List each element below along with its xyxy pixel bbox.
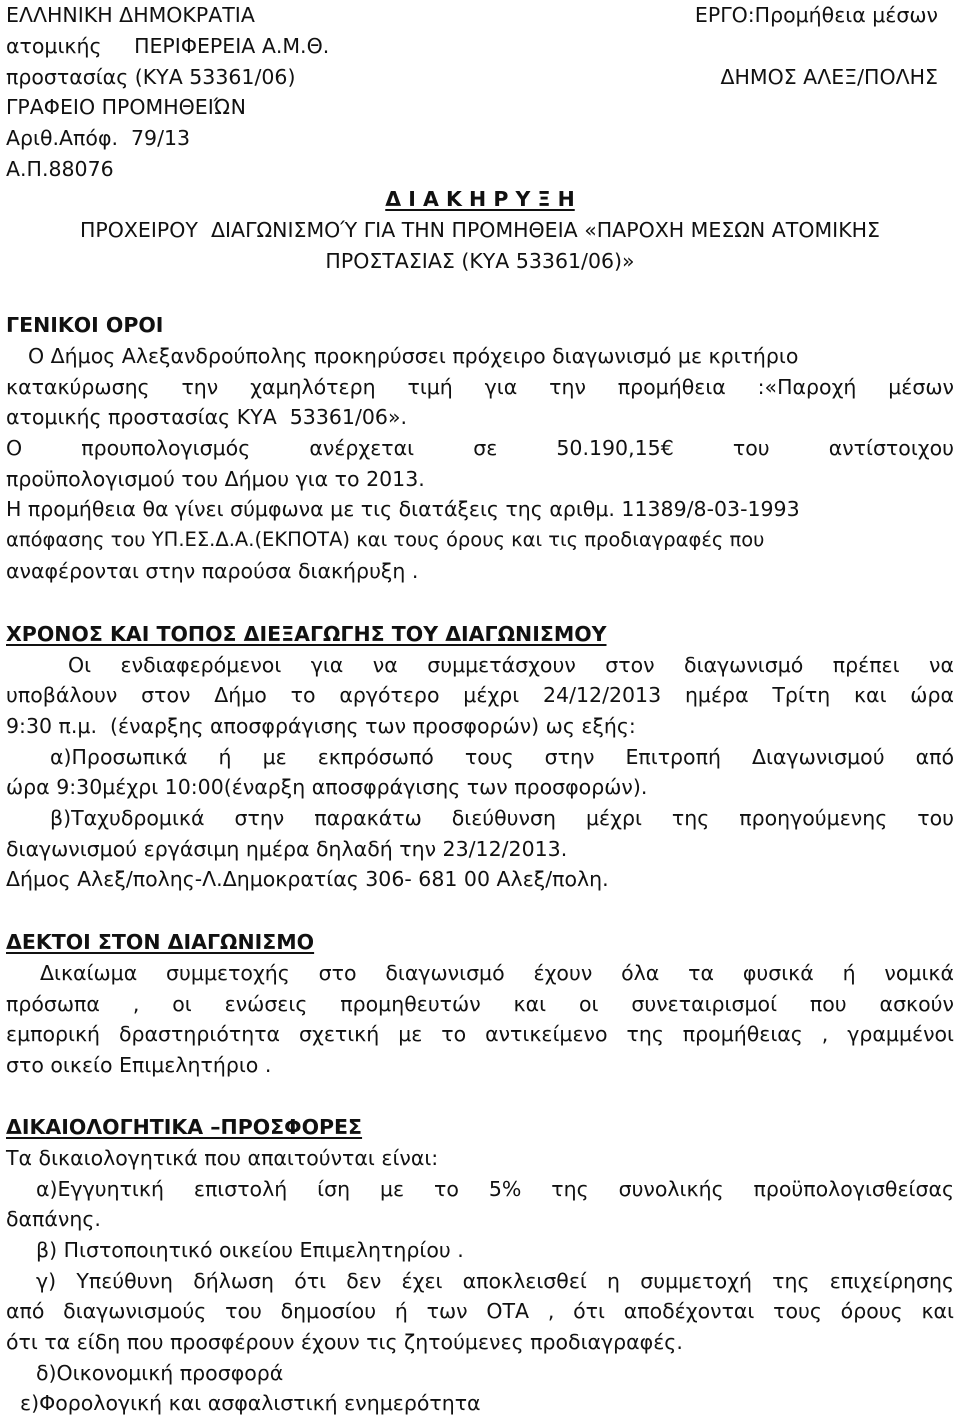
document-subtitle-line-2: ΠΡΟΣΤΑΣΙΑΣ (ΚΥΑ 53361/06)»	[325, 249, 635, 273]
header-left-line-6: Α.Π.88076	[6, 157, 114, 181]
header-left-line-4: ΓΡΑΦΕΙΟ ΠΡΟΜΗΘΕΙΏΝ	[6, 95, 247, 119]
section-heading-general: ΓΕΝΙΚΟΙ ΟΡΟΙ	[6, 313, 164, 337]
time-place-line-4: α)Προσωπικά ή με εκπρόσωπό τους στην Επιτροπή Διαγωνισμού από	[50, 745, 954, 769]
general-line-5: προϋπολογισμού του Δήμου για το 2013.	[6, 467, 425, 491]
document-title: Δ Ι Α Κ Η Ρ Υ Ξ Η	[385, 187, 575, 211]
documents-line-7: ότι τα είδη που προσφέρουν έχουν τις ζητούμενες προδιαγραφές.	[6, 1330, 683, 1354]
general-line-6: Η προμήθεια θα γίνει σύμφωνα με τις διατάξεις της αριθμ. 11389/8-03-1993	[6, 497, 800, 521]
section-heading-eligible: ΔΕΚΤΟΙ ΣΤΟΝ ΔΙΑΓΩΝΙΣΜΟ	[6, 930, 315, 954]
documents-line-9: ε)Φορολογική και ασφαλιστική ενημερότητα	[20, 1391, 481, 1415]
documents-line-4: β) Πιστοποιητικό οικείου Επιμελητηρίου .	[36, 1238, 464, 1262]
documents-line-8: δ)Οικονομική προσφορά	[36, 1361, 284, 1385]
header-right-municipality: ΔΗΜΟΣ ΑΛΕΞ/ΠΟΛΗΣ	[720, 65, 938, 89]
eligible-line-2: πρόσωπα , οι ενώσεις προμηθευτών και οι συνεταιρισμοί που ασκούν	[6, 992, 954, 1016]
section-heading-documents: ΔΙΚΑΙΟΛΟΓΗΤΙΚΑ –ΠΡΟΣΦΟΡΕΣ	[6, 1115, 363, 1139]
time-place-line-1: Οι ενδιαφερόμενοι για να συμμετάσχουν στον διαγωνισμό πρέπει να	[68, 653, 954, 677]
time-place-line-3: 9:30 π.μ. (έναρξης αποσφράγισης των προσφορών) ως εξής:	[6, 714, 636, 738]
header-left-line-5: Αριθ.Απόφ. 79/13	[6, 126, 191, 150]
documents-line-3: δαπάνης.	[6, 1207, 101, 1231]
documents-line-5: γ) Υπεύθυνη δήλωση ότι δεν έχει αποκλεισθεί η συμμετοχή της επιχείρησης	[36, 1269, 954, 1293]
general-line-4: Ο προυπολογισμός ανέρχεται σε 50.190,15€ του αντίστοιχου	[6, 436, 954, 460]
general-line-8: αναφέρονται στην παρούσα διακήρυξη .	[6, 559, 419, 583]
eligible-line-4: στο οικείο Επιμελητήριο .	[6, 1053, 272, 1077]
documents-line-1: Τα δικαιολογητικά που απαιτούνται είναι:	[6, 1146, 439, 1170]
general-line-1: Ο Δήμος Αλεξανδρούπολης προκηρύσσει πρόχειρο διαγωνισμό με κριτήριο	[28, 344, 799, 368]
documents-line-6: από διαγωνισμούς του δημοσίου ή των ΟΤΑ , ότι αποδέχονται τους όρους και	[6, 1299, 954, 1323]
eligible-line-1: Δικαίωμα συμμετοχής στο διαγωνισμό έχουν όλα τα φυσικά ή νομικά	[40, 961, 954, 985]
general-line-3: ατομικής προστασίας ΚΥΑ 53361/06».	[6, 405, 408, 429]
general-line-2: κατακύρωσης την χαμηλότερη τιμή για την προμήθεια :«Παροχή μέσων	[6, 375, 954, 399]
time-place-line-7: διαγωνισμού εργάσιμη ημέρα δηλαδή την 23/12/2013.	[6, 837, 568, 861]
section-heading-time-place: ΧΡΟΝΟΣ ΚΑΙ ΤΟΠΟΣ ΔΙΕΞΑΓΩΓΗΣ ΤΟΥ ΔΙΑΓΩΝΙΣΜΟΥ	[6, 622, 607, 646]
header-left-line-3: προστασίας (ΚΥΑ 53361/06)	[6, 65, 296, 89]
header-left-line-1: ΕΛΛΗΝΙΚΗ ΔΗΜΟΚΡΑΤΙΑ	[6, 3, 255, 27]
documents-line-2: α)Εγγυητική επιστολή ίση με το 5% της συνολικής προϋπολογισθείσας	[36, 1177, 954, 1201]
general-line-7: απόφασης του ΥΠ.ΕΣ.Δ.Α.(ΕΚΠΟΤΑ) και τους όρους και τις προδιαγραφές που	[6, 528, 765, 551]
time-place-line-2: υποβάλουν στον Δήμο το αργότερο μέχρι 24/12/2013 ημέρα Τρίτη και ώρα	[6, 683, 954, 707]
header-left-line-2: ατομικής ΠΕΡΙΦΕΡΕΙΑ Α.Μ.Θ.	[6, 34, 330, 58]
document-subtitle-line-1: ΠΡΟΧΕΙΡΟΥ ΔΙΑΓΩΝΙΣΜΟΎ ΓΙΑ ΤΗΝ ΠΡΟΜΗΘΕΙΑ «ΠΑΡΟΧΗ ΜΕΣΩΝ ΑΤΟΜΙΚΗΣ	[79, 218, 881, 242]
time-place-line-6: β)Ταχυδρομικά στην παρακάτω διεύθυνση μέχρι της προηγούμενης του	[50, 806, 954, 830]
time-place-address: Δήμος Αλεξ/πολης-Λ.Δημοκρατίας 306- 681 00 Αλεξ/πολη.	[6, 867, 609, 891]
header-right-project: ΕΡΓΟ:Προμήθεια μέσων	[694, 3, 938, 27]
eligible-line-3: εμπορική δραστηριότητα σχετική με το αντικείμενο της προμήθειας , γραμμένοι	[6, 1022, 954, 1046]
time-place-line-5: ώρα 9:30μέχρι 10:00(έναρξη αποσφράγισης των προσφορών).	[6, 775, 648, 799]
